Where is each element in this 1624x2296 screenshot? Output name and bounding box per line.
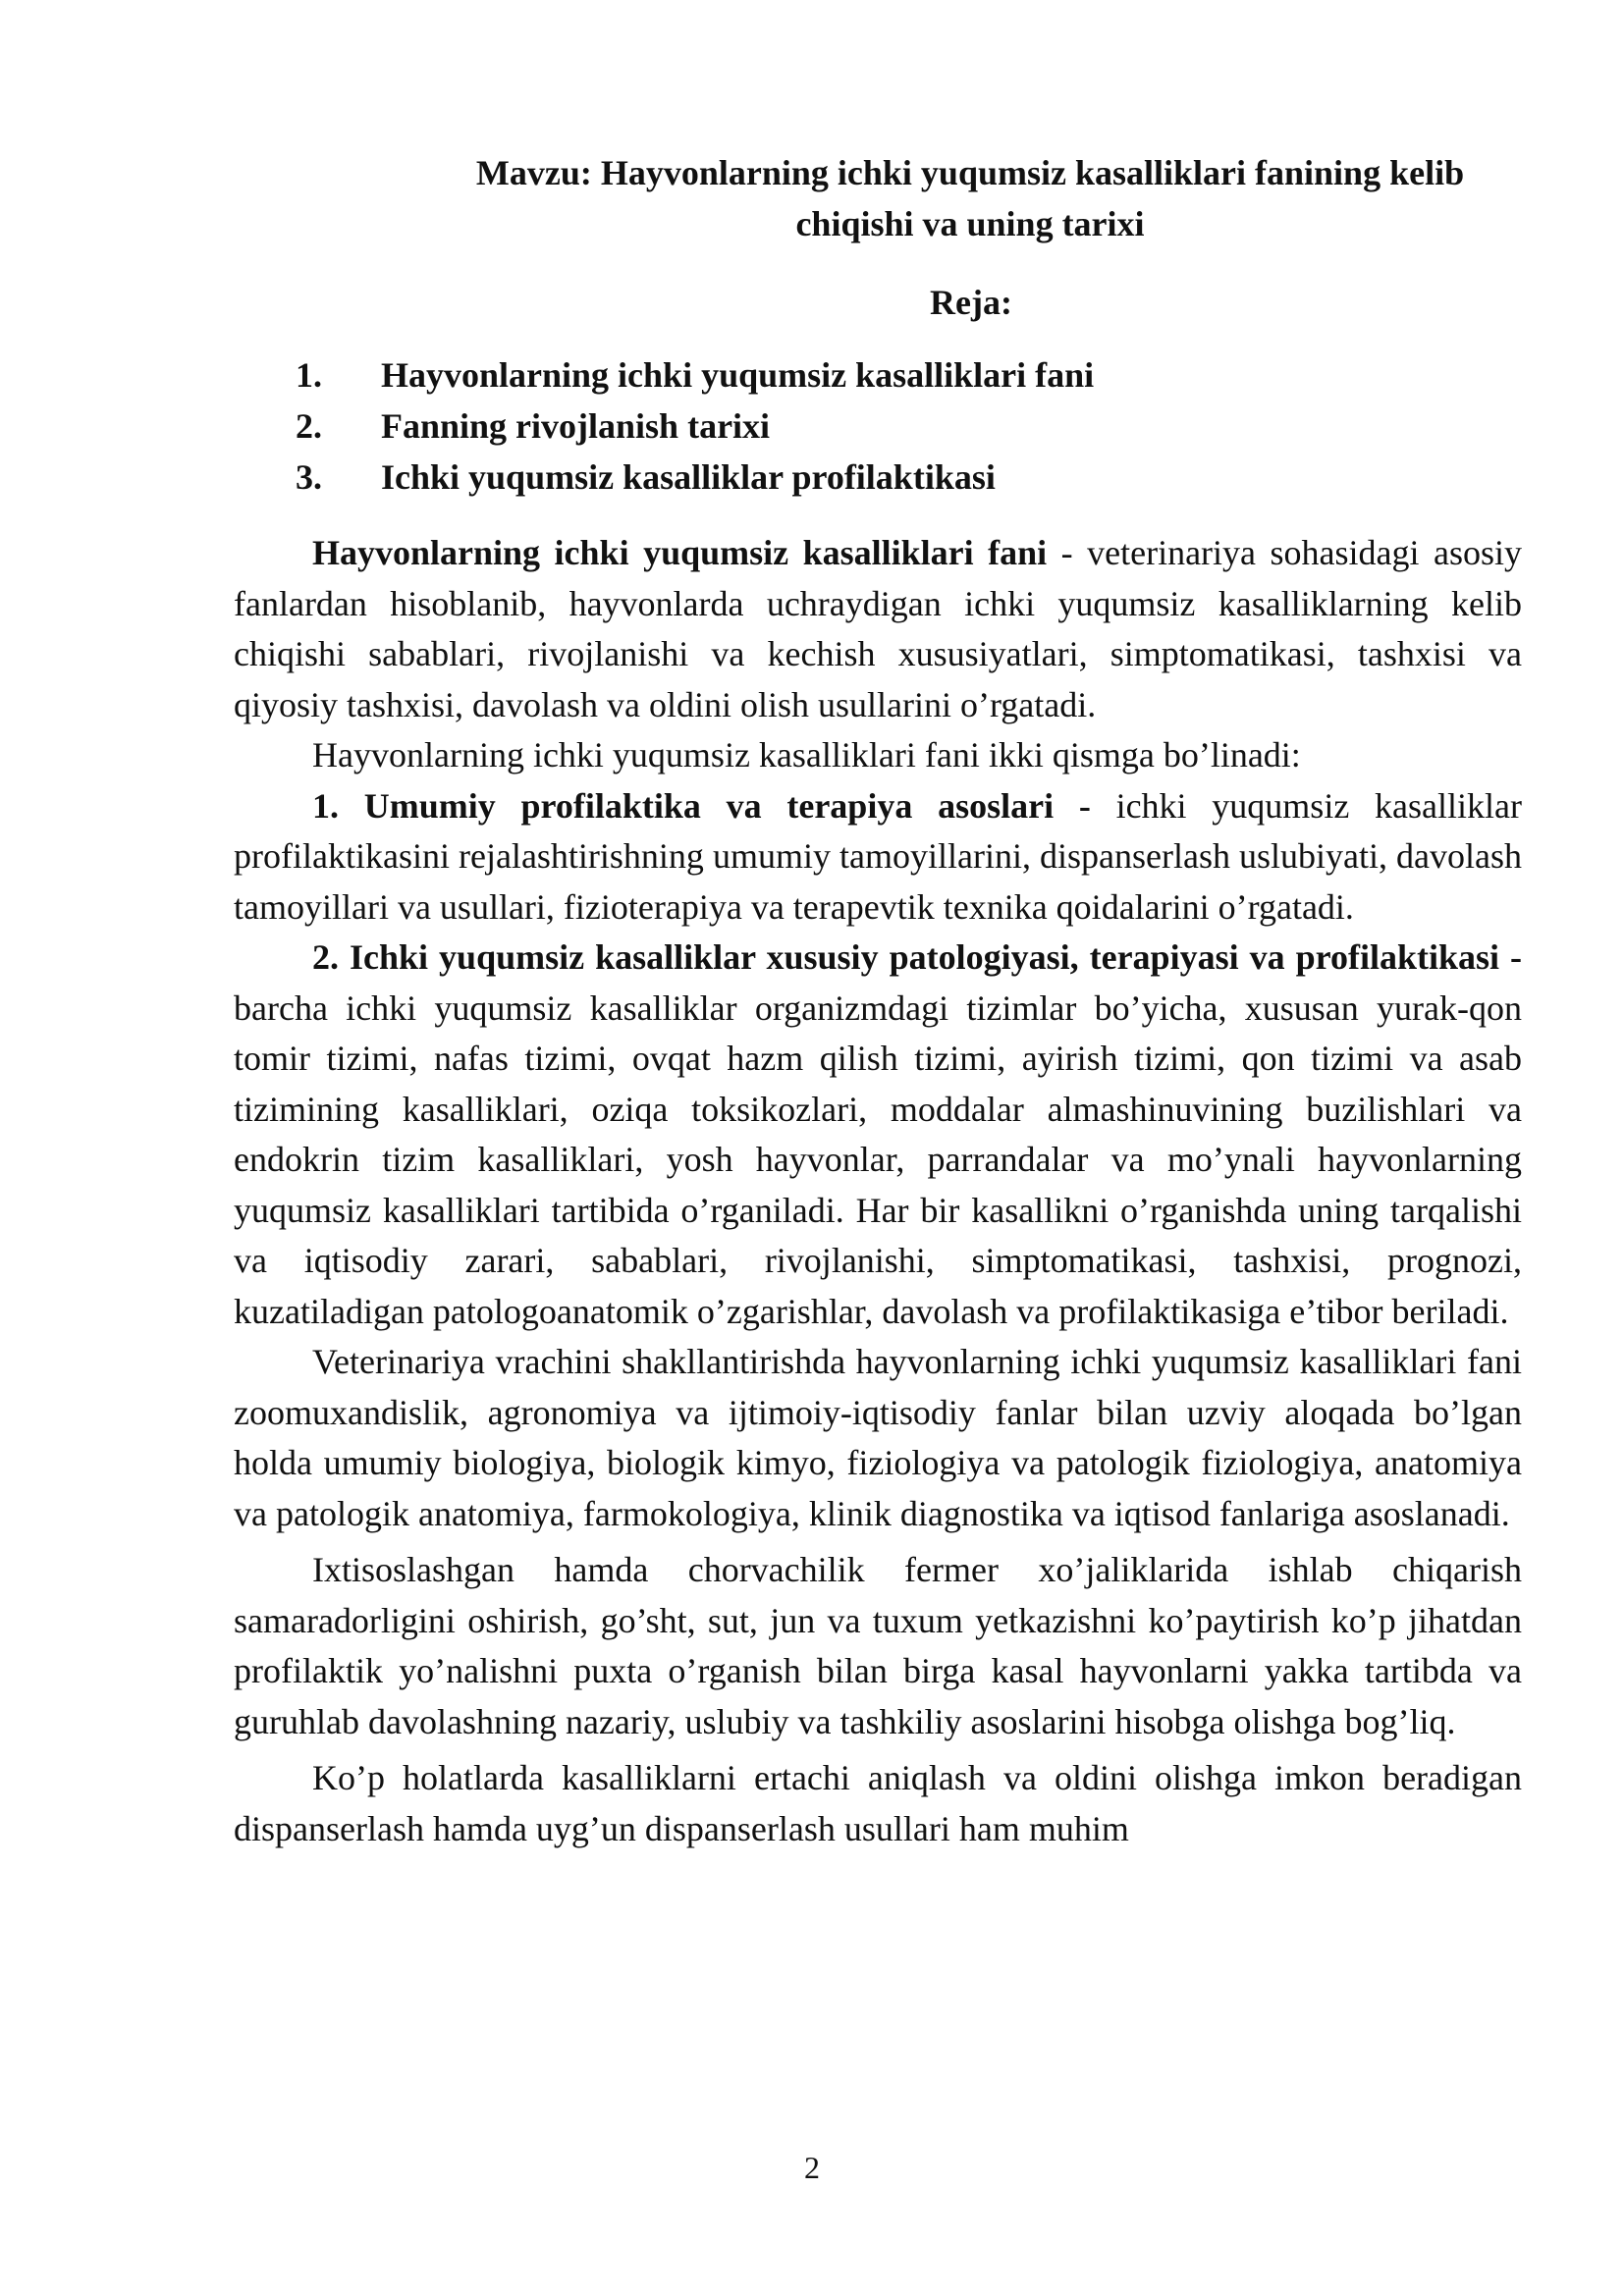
- paragraph-division: [234, 730, 1522, 781]
- plan-item: [234, 452, 1522, 503]
- bold-term: 1. Umumiy profilaktika va terapiya asoslari -: [312, 785, 1091, 826]
- paragraph-text: Ixtisoslashgan hamda chorvachilik fermer xo’jaliklarida ishlab chiqarish samaradorligini oshirish, go’sht, sut, jun va tuxum yetkazishni ko’paytirish ko’p jihatdan profilaktik yo’nalishni puxta o’rganish bilan birga kasal hayvonlarni yakka tartibda va guruhlab davolashning nazariy, uslubiy va tashkiliy asoslarini hisobga olishga bog’liq.: [234, 1550, 1522, 1741]
- paragraph-dispensary: [234, 1753, 1522, 1854]
- plan-item-text: Hayvonlarning ichki yuqumsiz kasalliklari fani: [381, 355, 1095, 395]
- plan-item-text: Fanning rivojlanish tarixi: [381, 406, 771, 446]
- paragraph-part-two: [234, 933, 1522, 1337]
- paragraph-text: - veterinariya sohasidagi asosiy fanlardan hisoblanib, hayvonlarda uchraydigan ichki yuqumsiz kasalliklarning kelib chiqishi sabablari, rivojlanishi va kechish xususiyatlari, simptomatikasi, tashxisi va qiyosiy tashxisi, davolash va oldini olish usullarini o’rgatadi.: [234, 533, 1522, 724]
- plan-item-text: Ichki yuqumsiz kasalliklar profilaktikasi: [381, 457, 996, 497]
- bold-term: 2. Ichki yuqumsiz kasalliklar xususiy patologiyasi, terapiyasi va profilaktikasi -: [312, 937, 1522, 977]
- paragraph-text: Ko’p holatlarda kasalliklarni ertachi aniqlash va oldini olishga imkon beradigan dispanserlash hamda uyg’un dispanserlash usullari ham muhim: [234, 1758, 1522, 1848]
- plan-item: [234, 400, 1522, 452]
- paragraph-text: barcha ichki yuqumsiz kasalliklar organizmdagi tizimlar bo’yicha, xususan yurak-qon tomir tizimi, nafas tizimi, ovqat hazm qilish tizimi, ayirish tizimi, qon tizimi va asab tizimining kasalliklari, oziqa toksikozlari, moddalar almashinuvining buzilishlari va endokrin tizim kasalliklari, yosh hayvonlar, parrandalar va mo’ynali hayvonlarning yuqumsiz kasalliklari tartibida o’rganiladi. Har bir kasallikni o’rganishda uning tarqalishi va iqtisodiy zarari, sabablari, rivojlanishi, simptomatikasi, tashxisi, prognozi, kuzatiladigan patologoanatomik o’zgarishlar, davolash va profilaktikasiga e’tibor beriladi.: [234, 988, 1522, 1331]
- document-page: [234, 147, 1522, 1854]
- paragraph-foundations: [234, 1337, 1522, 1539]
- paragraph-farms: [234, 1545, 1522, 1747]
- page-number: 2: [804, 2150, 820, 2185]
- plan-item-number: 1.: [296, 355, 322, 395]
- paragraph-text: Hayvonlarning ichki yuqumsiz kasalliklari fani ikki qismga bo’linadi:: [312, 735, 1301, 774]
- paragraph-text: ichki yuqumsiz kasalliklar profilaktikasini rejalashtirishning umumiy tamoyillarini, dispanserlash uslubiyati, davolash tamoyillari va usullari, fizioterapiya va terapevtik texnika qoidalarini o’rgatadi.: [234, 785, 1522, 927]
- paragraph-part-one: [234, 781, 1522, 934]
- plan-list: [234, 349, 1522, 503]
- document-title: Mavzu: Hayvonlarning ichki yuqumsiz kasalliklari fanining kelib chiqishi va uning tarixi: [475, 153, 1465, 243]
- plan-item: [234, 349, 1522, 400]
- plan-heading: Reja:: [930, 283, 1012, 322]
- paragraph-text: Veterinariya vrachini shakllantirishda hayvonlarning ichki yuqumsiz kasalliklari fani zoomuxandislik, agronomiya va ijtimoiy-iqtisodiy fanlar bilan uzviy aloqada bo’lgan holda umumiy biologiya, biologik kimyo, fiziologiya va patologik fiziologiya, anatomiya va patologik anatomiya, farmokologiya, klinik diagnostika va iqtisod fanlariga asoslanadi.: [234, 1342, 1522, 1533]
- plan-item-number: 2.: [296, 406, 322, 446]
- plan-item-number: 3.: [296, 457, 322, 497]
- bold-term: Hayvonlarning ichki yuqumsiz kasalliklari fani: [312, 533, 1048, 572]
- paragraph-definition: [234, 528, 1522, 730]
